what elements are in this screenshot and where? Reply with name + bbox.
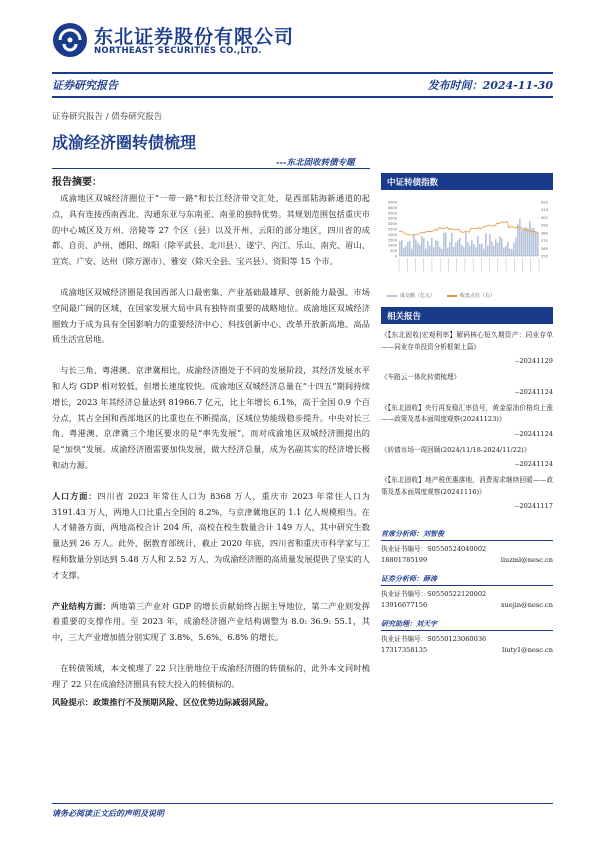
related-report-item[interactable]: 《转债市场一周回顾(2024/11/18-2024/11/22)》 [381, 445, 531, 454]
summary-paragraph: 在转债领域，本文梳理了 22 只注册地位于成渝经济圈的转债标的，此外本文同时梳理了 22 只在成渝经济圈具有较大投入的转债标的。 [52, 662, 370, 689]
analyst-block [381, 619, 553, 656]
volume-bar [511, 249, 513, 256]
breadcrumb: 证券研究报告 / 债券研究报告 [52, 112, 163, 122]
footer-divider [52, 803, 553, 804]
volume-bar [465, 232, 467, 256]
related-report-item[interactable]: 《车路云一体化转债梳理》 [381, 373, 461, 381]
volume-bar [495, 239, 497, 256]
volume-bar [411, 249, 413, 256]
industry-paragraph [52, 599, 370, 646]
volume-bar [421, 236, 423, 256]
volume-bar [401, 240, 403, 256]
related-report-date: --20241117 [514, 502, 553, 510]
volume-bar [433, 247, 435, 256]
logo-chinese-name: 东北证券股份有限公司 [94, 26, 295, 48]
volume-bar [525, 227, 527, 256]
analyst-title: 研究助理：刘天宇 [381, 619, 553, 631]
related-reports-list [381, 330, 553, 511]
analyst-email[interactable]: liuzml@nesc.cn [500, 556, 553, 564]
analyst-cert: 执业证书编号：S0550123060036 [381, 635, 487, 643]
summary-heading: 报告摘要： [52, 177, 102, 188]
y-left-tick: 2500 [387, 227, 397, 232]
volume-bar [537, 232, 539, 256]
y-left-tick: 2000 [387, 232, 397, 237]
volume-bar [443, 233, 445, 256]
index-chart [381, 198, 553, 290]
related-report-date: --20241124 [514, 429, 553, 438]
related-report-item[interactable]: 《【东北固收|宏观利率】解码核心短久期资产：同业存单——同业存单投资分析框架上篇》 [381, 331, 553, 351]
volume-bar [461, 245, 463, 256]
analyst-cert: 执业证书编号：S0550524040002 [381, 545, 487, 553]
close-line [399, 221, 537, 235]
volume-bar [419, 245, 421, 256]
page-title: 成渝经济圈转债梳理 [52, 133, 197, 152]
volume-bar [473, 244, 475, 256]
legend-close: 收盘点位（右） [447, 292, 495, 299]
volume-bar [529, 221, 531, 256]
analyst-email[interactable]: liuty1@nesc.cn [502, 646, 553, 654]
y-left-tick: 4500 [387, 205, 397, 210]
volume-bar [445, 233, 447, 256]
volume-bar [505, 246, 507, 256]
y-right-tick: 350 [541, 254, 548, 259]
y-right-tick: 420 [541, 200, 548, 205]
related-report-date: --20241124 [514, 387, 553, 396]
related-reports-heading: 相关报告 [381, 307, 553, 324]
volume-bar [415, 239, 417, 256]
report-banner [52, 72, 553, 98]
volume-bar [499, 236, 501, 256]
volume-bar [477, 236, 479, 256]
y-left-tick: 0 [394, 254, 397, 259]
chart-heading: 中证转债指数 [381, 173, 553, 190]
volume-bar [427, 241, 429, 256]
volume-bar [481, 244, 483, 256]
analyst-list [381, 529, 553, 656]
volume-bar [513, 243, 515, 256]
volume-bar [521, 230, 523, 256]
main-column [52, 173, 370, 710]
volume-bar [475, 247, 477, 256]
related-report-date: --20241124 [514, 460, 553, 468]
related-report-date: --20241129 [514, 357, 553, 365]
y-left-tick: 4000 [387, 211, 397, 216]
analyst-block [381, 574, 553, 611]
volume-bar [439, 247, 441, 256]
y-right-tick: 380 [541, 231, 548, 236]
summary-paragraph: 与长三角、粤港澳、京津冀相比，成渝经济圈处于不同的发展阶段，其经济发展水平和人均 GDP 相对较低，但增长速度较快。成渝地区双城经济总量在“十四五”期间持续增长，2023 年其经济总量达到 81986.7 亿元，比上年增长 6.1%，高于全国 0.9 个百分点，其占全国和西部地区的比重也在不断提高，区域位势能级稳步提升。中央对长三角、粤港澳、京津冀三个地区要求的是“率先发展”，而对成渝地区双城经济圈提出的是“加快”发展。成渝经济圈需要加快发展，做大经济总量，成为名副其实的经济增长极和动力源。 [52, 365, 370, 470]
volume-bar [493, 246, 495, 256]
y-left-tick: 500 [390, 249, 397, 254]
analyst-title: 证券分析师：薛涛 [381, 574, 553, 586]
analyst-email[interactable]: xuejin@nesc.cn [500, 601, 553, 609]
y-left-tick: 1000 [387, 243, 397, 248]
volume-bar [535, 231, 537, 256]
analyst-phone: 17317358135 [381, 646, 428, 654]
analyst-phone: 13916677156 [381, 601, 428, 609]
volume-bar [447, 248, 449, 256]
volume-bar [425, 249, 427, 256]
y-left-tick: 3500 [387, 216, 397, 221]
company-logo [52, 20, 295, 60]
y-right-tick: 360 [541, 246, 548, 251]
volume-bar [423, 238, 425, 256]
volume-bar [507, 242, 509, 256]
legend-volume: 成交额（亿元） [387, 292, 435, 299]
analyst-contact [381, 555, 553, 566]
volume-bar [459, 238, 461, 256]
volume-bar [409, 241, 411, 256]
volume-bar [509, 248, 511, 256]
chart-legend [381, 292, 553, 299]
report-type-label: 证券研究报告 [52, 79, 118, 92]
volume-bar [431, 238, 433, 256]
volume-bar [437, 241, 439, 256]
summary-paragraph: 成渝地区双城经济圈是我国西部人口最密集、产业基础最雄厚、创新能力最强、市场空间最广阔的区域，在国家发展大局中具有独特而重要的战略地位。成渝地区双城经济圈致力于成为具有全国影响力的重要经济中心、科技创新中心、改革开放新高地、高品质生活宜居地。 [52, 286, 370, 345]
volume-bar [417, 243, 419, 256]
title-divider [52, 168, 370, 169]
analyst-phone: 18801785199 [381, 556, 428, 564]
volume-bar [527, 228, 529, 256]
volume-bar [449, 242, 451, 256]
analyst-contact [381, 645, 553, 656]
volume-bar [441, 249, 443, 256]
volume-bar [489, 234, 491, 256]
volume-bar [471, 240, 473, 256]
volume-bar [451, 233, 453, 256]
volume-bar [453, 247, 455, 256]
analyst-title: 首席分析师：刘智俊 [381, 529, 553, 541]
volume-bar [501, 238, 503, 256]
volume-bar [469, 246, 471, 256]
volume-bar [429, 246, 431, 256]
page-subtitle: ---东北固收转债专题 [276, 158, 355, 168]
related-report-item[interactable]: 《【东北固收】地产税优惠落地，消费需求继续回暖——政策及基本面周度观察(20241116)》 [381, 476, 553, 496]
related-report-item[interactable]: 《【东北固收】央行再发稳汇率信号，黄金原油价格均上涨——政策及基本面周度观察(20241123)》 [381, 403, 553, 423]
volume-bar [457, 240, 459, 256]
industry-lead: 产业结构方面： [52, 600, 111, 611]
analyst-contact [381, 600, 553, 611]
y-right-tick: 390 [541, 223, 548, 228]
footer-disclaimer: 请务必阅读正文后的声明及说明 [52, 808, 164, 818]
volume-bar [413, 234, 415, 256]
sidebar [381, 173, 553, 664]
logo-mark-icon [52, 22, 88, 58]
risk-warning: 风险提示：政策推行不及预期风险、区位优势边际减弱风险。 [52, 696, 274, 707]
volume-bar [467, 242, 469, 256]
y-left-tick: 1500 [387, 238, 397, 243]
industry-text: 两地第三产业对 GDP 的增长贡献始终占据主导地位，第二产业则发挥着重要的支撑作用。至 2023 年，成渝经济圈产业结构调整为 8.0: 36.9: 55.1，其中，三大产业增加值分别实现了 3.8%、5.6%、6.8% 的增长。 [52, 600, 370, 643]
volume-bar [463, 247, 465, 256]
volume-bar [523, 228, 525, 256]
volume-bar [407, 242, 409, 256]
volume-bar [435, 240, 437, 256]
volume-bar [515, 238, 517, 256]
y-right-tick: 370 [541, 239, 548, 244]
volume-bar [519, 219, 521, 256]
summary-paragraph: 成渝地区双城经济圈位于“一带一路”和长江经济带交汇处，是西部陆海新通道的起点，具有连接西南西北、沟通东亚与东南亚、南亚的独特优势。其规划范围包括重庆市的中心城区及万州、涪陵等 27 个区（县）以及开州、云阳的部分地区，四川省的成都、自贡、泸州、德阳、绵阳（除平武县、北川县）、遂宁、内江、乐山、南充、眉山、宜宾、广安、达州（除万源市）、雅安（除天全县、宝兴县）、资阳等 15 个市。 [52, 193, 370, 267]
population-text: 四川省 2023 年常住人口为 8368 万人，重庆市 2023 年常住人口为 3191.43 万人，两地人口比重占全国的 8.2%，与京津冀地区的 1.1 亿人规模相当。在人才储备方面，两地高校合计 204 所，高校在校生数量合计 149 万人，其中研究生数量达到 26 万人。此外，据教育部统计，截止 2020 年底，四川省和重庆市科学家与工程师数量分别达到 5.48 万人和 2.52 万人，为成渝经济圈的高质量发展提供了坚实的人才支撑。 [52, 490, 370, 580]
population-lead: 人口方面： [52, 490, 98, 501]
volume-bar [487, 246, 489, 256]
publish-date: 发布时间：2024-11-30 [427, 79, 553, 92]
volume-bar [497, 243, 499, 256]
y-left-tick: 5000 [387, 200, 397, 205]
volume-bar [403, 248, 405, 256]
analyst-cert: 执业证书编号：S0550522120002 [381, 590, 487, 598]
volume-bar [503, 248, 505, 256]
volume-bar [491, 242, 493, 256]
logo-english-name: NORTHEAST SECURITIES CO.,LTD. [94, 46, 262, 56]
volume-bar [485, 233, 487, 256]
volume-bar [455, 242, 457, 256]
population-paragraph [52, 489, 370, 584]
index-chart-svg [381, 198, 553, 278]
volume-bar [405, 246, 407, 256]
volume-bar [399, 241, 401, 256]
analyst-block [381, 529, 553, 566]
volume-bar [483, 249, 485, 256]
y-left-tick: 3000 [387, 222, 397, 227]
y-right-tick: 410 [541, 208, 548, 213]
y-right-tick: 400 [541, 215, 548, 220]
volume-bar [517, 224, 519, 256]
volume-bar [479, 244, 481, 256]
